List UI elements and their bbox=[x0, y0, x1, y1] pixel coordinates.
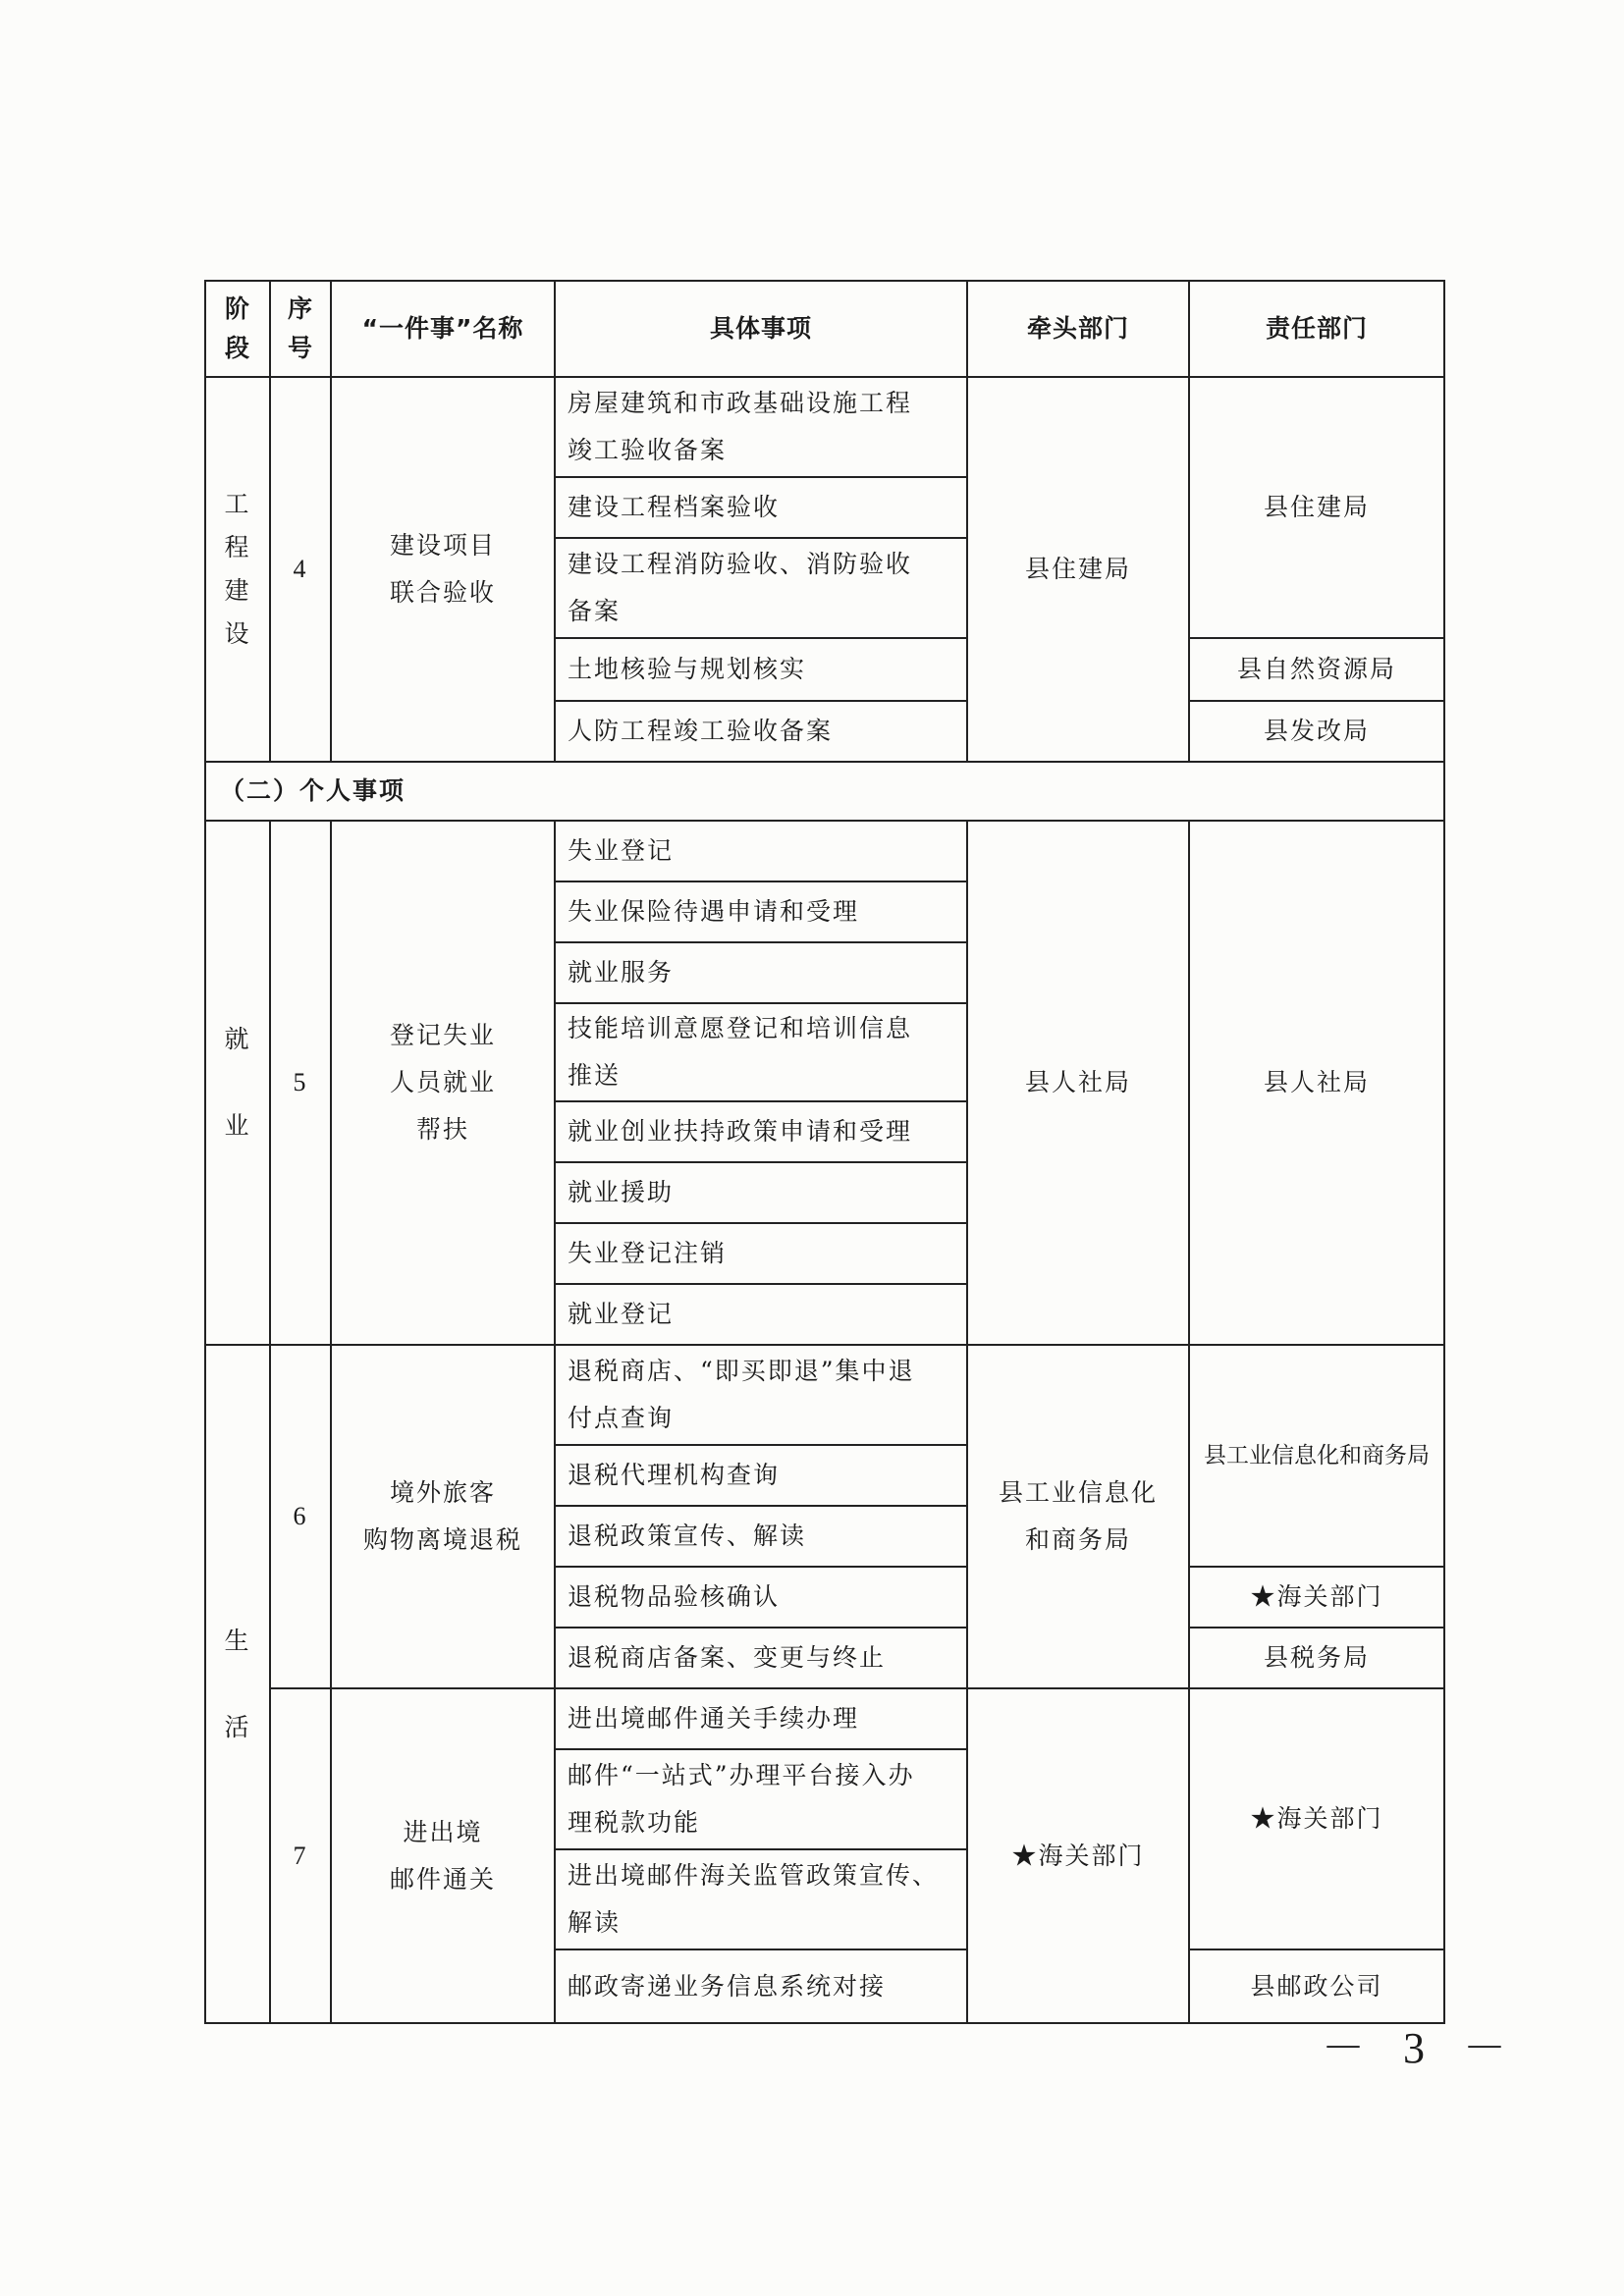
matters-table bbox=[204, 280, 1445, 2024]
item-7-2: 邮件“一站式”办理平台接入办 理税款功能 bbox=[568, 1761, 915, 1837]
resp-dept-4-3: 县发改局 bbox=[1263, 717, 1370, 745]
item-6-2: 退税代理机构查询 bbox=[568, 1461, 781, 1489]
resp-dept-6-1: 县工业信息化和商务局 bbox=[1204, 1443, 1430, 1468]
item-5-6: 就业援助 bbox=[568, 1178, 675, 1206]
item-4-2: 建设工程档案验收 bbox=[568, 493, 781, 521]
lead-dept-5: 县人社局 bbox=[1024, 1068, 1131, 1096]
resp-dept-7-1: ★海关部门 bbox=[1250, 1804, 1383, 1833]
item-5-7: 失业登记注销 bbox=[568, 1239, 728, 1267]
seq-6: 6 bbox=[293, 1502, 308, 1530]
stage-engineering: 工 程 建 设 bbox=[224, 490, 251, 648]
item-6-5: 退税商店备案、变更与终止 bbox=[568, 1643, 887, 1672]
item-4-5: 人防工程竣工验收备案 bbox=[568, 717, 834, 745]
seq-4: 4 bbox=[293, 555, 308, 583]
rule-bottom bbox=[204, 2022, 1445, 2024]
item-5-3: 就业服务 bbox=[568, 958, 675, 987]
item-6-3: 退税政策宣传、解读 bbox=[568, 1522, 807, 1550]
header-name: “一件事”名称 bbox=[361, 314, 524, 343]
matter-name-7: 进出境 邮件通关 bbox=[389, 1817, 496, 1894]
item-5-4: 技能培训意愿登记和培训信息 推送 bbox=[568, 1014, 913, 1090]
item-5-8: 就业登记 bbox=[568, 1300, 675, 1328]
page-number: － 3 － bbox=[1322, 2024, 1520, 2072]
stage-life: 生 活 bbox=[224, 1626, 251, 1741]
stage-employment: 就 业 bbox=[224, 1025, 251, 1140]
resp-dept-4-1: 县住建局 bbox=[1263, 493, 1370, 521]
matter-name-5: 登记失业 人员就业 帮扶 bbox=[389, 1021, 496, 1144]
item-5-1: 失业登记 bbox=[568, 836, 675, 865]
matter-name-6: 境外旅客 购物离境退税 bbox=[362, 1478, 522, 1554]
lead-dept-4: 县住建局 bbox=[1024, 555, 1131, 583]
header-resp: 责任部门 bbox=[1265, 314, 1368, 343]
resp-dept-6-2: ★海关部门 bbox=[1250, 1582, 1383, 1611]
header-seq: 序 号 bbox=[287, 294, 313, 362]
item-4-4: 土地核验与规划核实 bbox=[568, 655, 807, 683]
item-4-3: 建设工程消防验收、消防验收 备案 bbox=[568, 550, 913, 625]
resp-dept-7-2: 县邮政公司 bbox=[1250, 1971, 1383, 2001]
header-stage: 阶 段 bbox=[224, 294, 250, 362]
section-heading-personal: （二）个人事项 bbox=[220, 776, 406, 805]
rule-right bbox=[1443, 280, 1445, 2024]
header-items: 具体事项 bbox=[709, 314, 812, 343]
resp-dept-5: 县人社局 bbox=[1263, 1068, 1370, 1096]
item-6-4: 退税物品验核确认 bbox=[568, 1582, 781, 1611]
seq-5: 5 bbox=[293, 1068, 308, 1096]
resp-dept-6-3: 县税务局 bbox=[1263, 1643, 1370, 1672]
item-7-3: 进出境邮件海关监管政策宣传、 解读 bbox=[568, 1861, 940, 1937]
item-5-5: 就业创业扶持政策申请和受理 bbox=[568, 1117, 913, 1146]
seq-7: 7 bbox=[293, 1841, 308, 1870]
resp-dept-4-2: 县自然资源局 bbox=[1236, 655, 1396, 683]
item-7-4: 邮政寄递业务信息系统对接 bbox=[568, 1971, 887, 2001]
lead-dept-7: ★海关部门 bbox=[1011, 1841, 1145, 1870]
lead-dept-6: 县工业信息化 和商务局 bbox=[998, 1478, 1158, 1554]
item-7-1: 进出境邮件通关手续办理 bbox=[568, 1704, 860, 1733]
item-5-2: 失业保险待遇申请和受理 bbox=[568, 897, 860, 926]
matter-name-4: 建设项目 联合验收 bbox=[389, 531, 496, 607]
header-lead: 牵头部门 bbox=[1026, 314, 1129, 343]
item-4-1: 房屋建筑和市政基础设施工程 竣工验收备案 bbox=[568, 389, 913, 464]
item-6-1: 退税商店、“即买即退”集中退 付点查询 bbox=[568, 1357, 915, 1432]
